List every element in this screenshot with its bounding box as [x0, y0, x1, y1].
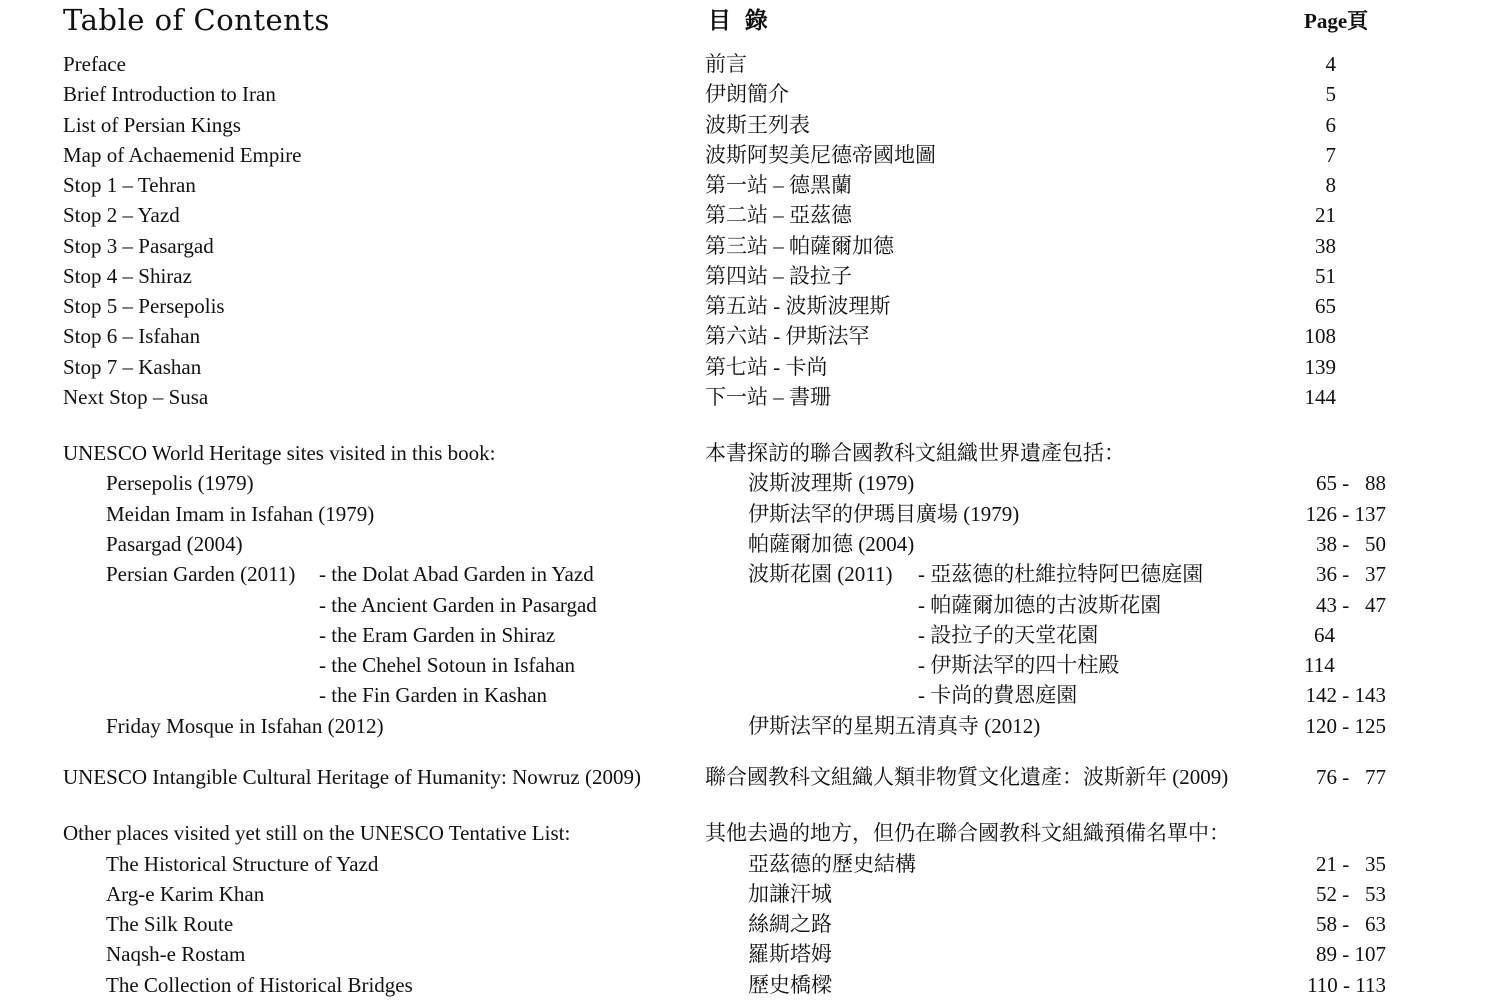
toc-en-stop2: Stop 2 – Yazd	[63, 203, 180, 227]
unesco-zh-persepolis: 波斯波理斯 (1979)	[748, 471, 915, 495]
tentative-heading-zh: 其他去過的地方，但仍在聯合國教科文組織預備名單中：	[705, 821, 1230, 845]
toc-en-stop1: Stop 1 – Tehran	[63, 173, 196, 197]
toc-en-stop4: Stop 4 – Shiraz	[63, 264, 192, 288]
title-english: Table of Contents	[63, 3, 330, 37]
garden-en-ancient: - the Ancient Garden in Pasargad	[319, 593, 597, 617]
toc-page-stop4: 51	[1315, 264, 1336, 288]
toc-zh-intro: 伊朗簡介	[705, 82, 789, 106]
toc-zh-stop7: 第七站 - 卡尚	[705, 355, 828, 379]
intangible-en: UNESCO Intangible Cultural Heritage of Humanity: Nowruz (2009)	[63, 765, 641, 789]
toc-page-stop3: 38	[1315, 234, 1336, 258]
garden-zh-eram: - 設拉子的天堂花園	[918, 623, 1099, 647]
unesco-en-pasargad: Pasargad (2004)	[106, 532, 243, 556]
toc-en-kings: List of Persian Kings	[63, 113, 241, 137]
unesco-heading-en: UNESCO World Heritage sites visited in this book:	[63, 441, 496, 465]
tentative-en-bridges: The Collection of Historical Bridges	[106, 973, 413, 997]
garden-pages-fin: 142 - 143	[1305, 683, 1386, 707]
toc-en-map: Map of Achaemenid Empire	[63, 143, 302, 167]
garden-en-fin: - the Fin Garden in Kashan	[319, 683, 548, 707]
toc-page-preface: 4	[1325, 52, 1336, 76]
toc-en-stop3: Stop 3 – Pasargad	[63, 234, 214, 258]
garden-pages-dolat-abad: 36 - 37	[1316, 562, 1386, 586]
garden-pages-eram: 64	[1314, 623, 1335, 647]
tentative-en-silk-route: The Silk Route	[106, 912, 234, 936]
tentative-zh-silk-route: 絲綢之路	[748, 912, 832, 936]
toc-page-intro: 5	[1325, 82, 1336, 106]
toc-zh-stop4: 第四站 – 設拉子	[705, 264, 852, 288]
toc-en-stop5: Stop 5 – Persepolis	[63, 294, 225, 318]
garden-pages-ancient: 43 - 47	[1316, 593, 1386, 617]
tentative-pages-bridges: 110 - 113	[1307, 973, 1386, 997]
garden-en-chehel-sotoun: - the Chehel Sotoun in Isfahan	[319, 653, 576, 677]
title-chinese: 目 錄	[708, 8, 772, 33]
garden-zh-fin: - 卡尚的費恩庭園	[918, 683, 1078, 707]
unesco-zh-persian-garden: 波斯花園 (2011)	[748, 562, 893, 586]
tentative-en-karim-khan: Arg-e Karim Khan	[106, 882, 265, 906]
tentative-pages-naqsh-e-rostam: 89 - 107	[1316, 942, 1386, 966]
garden-pages-chehel-sotoun: 114	[1304, 653, 1335, 677]
toc-en-stop7: Stop 7 – Kashan	[63, 355, 202, 379]
garden-en-dolat-abad: - the Dolat Abad Garden in Yazd	[319, 562, 594, 586]
unesco-pages-pasargad: 38 - 50	[1316, 532, 1386, 556]
tentative-en-yazd: The Historical Structure of Yazd	[106, 852, 379, 876]
toc-en-preface: Preface	[63, 52, 126, 76]
intangible-zh: 聯合國教科文組織人類非物質文化遺產：波斯新年 (2009)	[705, 765, 1229, 789]
toc-page-next-stop: 144	[1304, 385, 1336, 409]
toc-zh-kings: 波斯王列表	[705, 113, 810, 137]
unesco-zh-friday-mosque: 伊斯法罕的星期五清真寺 (2012)	[748, 714, 1041, 738]
toc-page-stop7: 139	[1304, 355, 1336, 379]
unesco-heading-zh: 本書探訪的聯合國教科文組織世界遺產包括：	[705, 441, 1125, 465]
tentative-zh-yazd: 亞茲德的歷史結構	[748, 852, 916, 876]
toc-zh-preface: 前言	[705, 52, 747, 76]
tentative-zh-bridges: 歷史橋樑	[748, 973, 832, 997]
toc-zh-stop2: 第二站 – 亞茲德	[705, 203, 852, 227]
toc-zh-stop1: 第一站 – 德黑蘭	[705, 173, 852, 197]
toc-zh-map: 波斯阿契美尼德帝國地圖	[705, 143, 936, 167]
unesco-zh-pasargad: 帕薩爾加德 (2004)	[748, 532, 915, 556]
toc-page-stop6: 108	[1304, 324, 1336, 348]
toc-zh-stop3: 第三站 – 帕薩爾加德	[705, 234, 894, 258]
toc-zh-stop6: 第六站 - 伊斯法罕	[705, 324, 870, 348]
unesco-pages-friday-mosque: 120 - 125	[1305, 714, 1386, 738]
garden-zh-ancient: - 帕薩爾加德的古波斯花園	[918, 593, 1162, 617]
unesco-pages-meidan-imam: 126 - 137	[1305, 502, 1386, 526]
tentative-zh-naqsh-e-rostam: 羅斯塔姆	[748, 942, 832, 966]
unesco-en-friday-mosque: Friday Mosque in Isfahan (2012)	[106, 714, 384, 738]
toc-page-stop5: 65	[1315, 294, 1336, 318]
unesco-en-persepolis: Persepolis (1979)	[106, 471, 254, 495]
garden-zh-chehel-sotoun: - 伊斯法罕的四十柱殿	[918, 653, 1120, 677]
intangible-pages: 76 - 77	[1316, 765, 1386, 789]
garden-en-eram: - the Eram Garden in Shiraz	[319, 623, 556, 647]
tentative-pages-karim-khan: 52 - 53	[1316, 882, 1386, 906]
toc-page-map: 7	[1325, 143, 1336, 167]
tentative-heading-en: Other places visited yet still on the UNESCO Tentative List:	[63, 821, 571, 845]
toc-en-intro: Brief Introduction to Iran	[63, 82, 276, 106]
toc-en-next-stop: Next Stop – Susa	[63, 385, 209, 409]
garden-zh-dolat-abad: - 亞茲德的杜維拉特阿巴德庭園	[918, 562, 1204, 586]
unesco-en-meidan-imam: Meidan Imam in Isfahan (1979)	[106, 502, 375, 526]
tentative-pages-yazd: 21 - 35	[1316, 852, 1386, 876]
toc-zh-stop5: 第五站 - 波斯波理斯	[705, 294, 891, 318]
toc-page-stop2: 21	[1315, 203, 1336, 227]
unesco-zh-meidan-imam: 伊斯法罕的伊瑪目廣場 (1979)	[748, 502, 1020, 526]
tentative-pages-silk-route: 58 - 63	[1316, 912, 1386, 936]
toc-zh-next-stop: 下一站 – 書珊	[705, 385, 831, 409]
unesco-pages-persepolis: 65 - 88	[1316, 471, 1386, 495]
toc-page-kings: 6	[1325, 113, 1336, 137]
tentative-en-naqsh-e-rostam: Naqsh-e Rostam	[106, 942, 246, 966]
tentative-zh-karim-khan: 加謙汗城	[748, 882, 832, 906]
toc-page-stop1: 8	[1325, 173, 1336, 197]
toc-en-stop6: Stop 6 – Isfahan	[63, 324, 201, 348]
page-column-header: Page頁	[1304, 9, 1369, 33]
unesco-en-persian-garden: Persian Garden (2011)	[106, 562, 296, 586]
